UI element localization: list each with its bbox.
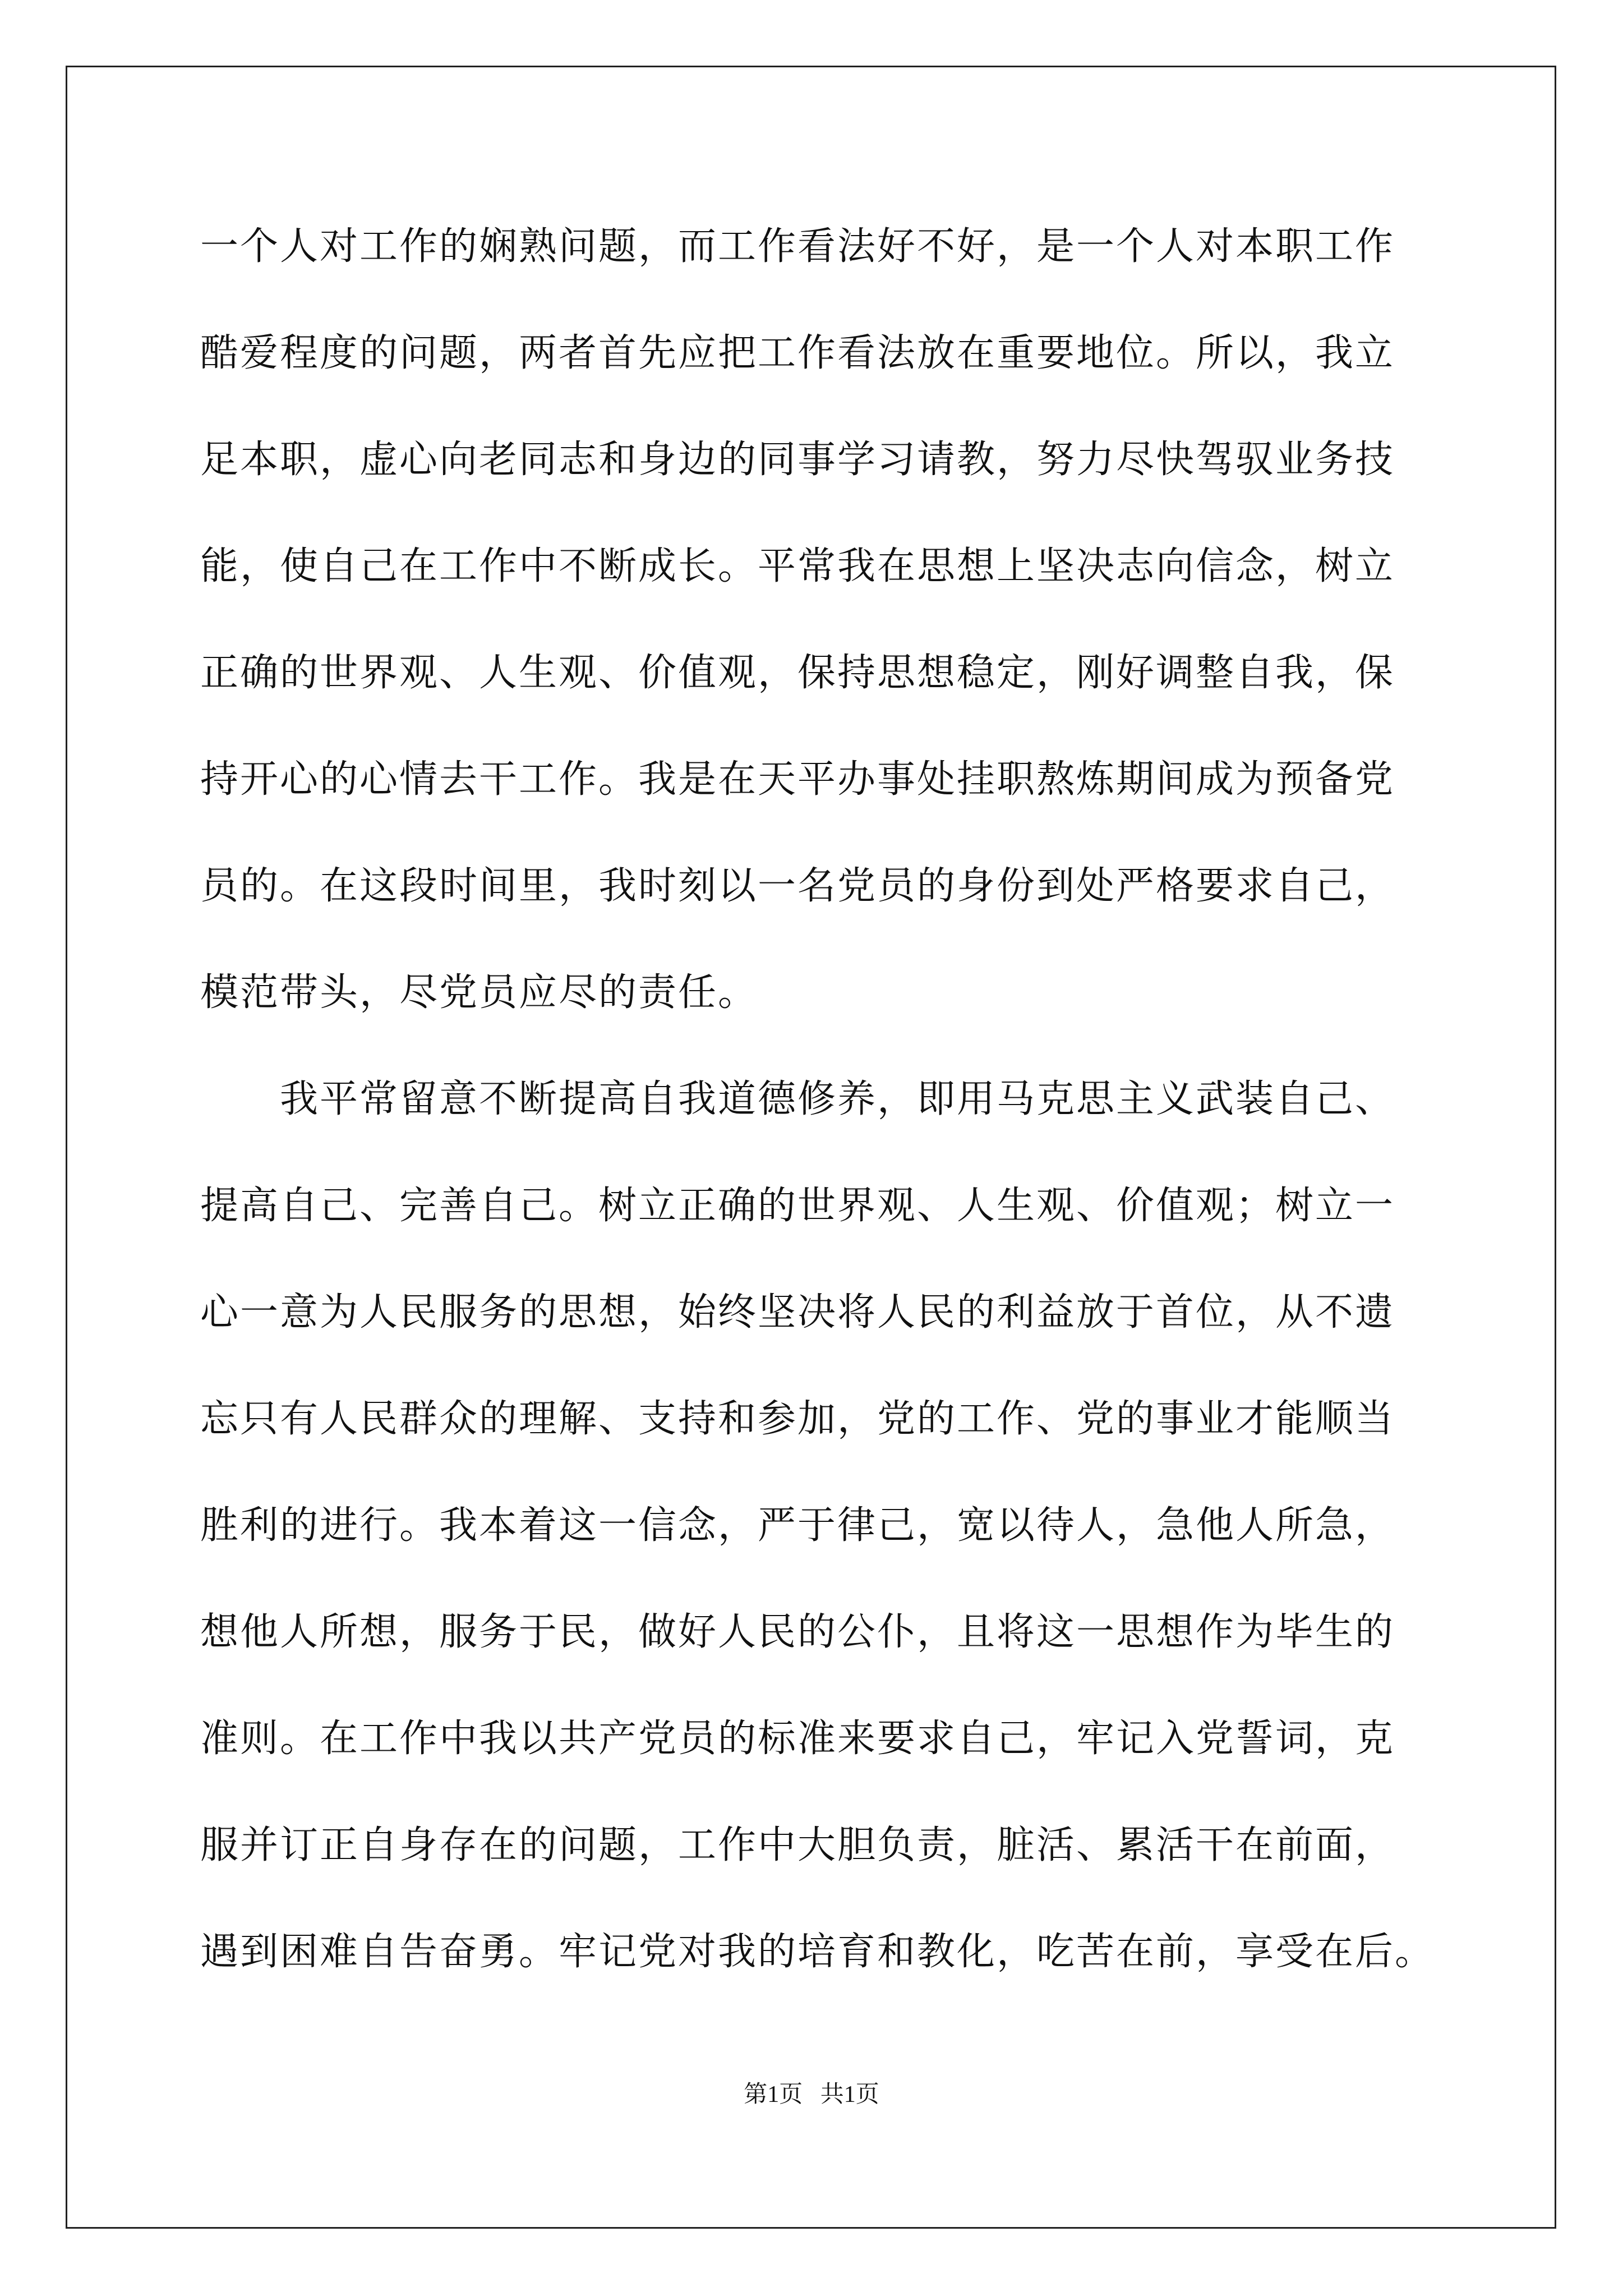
text-line: 提高自己、完善自己。树立正确的世界观、人生观、价值观；树立一 <box>200 1184 1395 1228</box>
text-line: 遇到困难自告奋勇。牢记党对我的培育和教化，吃苦在前，享受在后。 <box>200 1930 1435 1974</box>
page-number: 第1页 <box>744 2082 803 2108</box>
text-line: 酷爱程度的问题，两者首先应把工作看法放在重要地位。所以，我立 <box>200 331 1395 375</box>
page-footer <box>0 2076 1623 2109</box>
text-line: 胜利的进行。我本着这一信念，严于律己，宽以待人，急他人所急， <box>200 1503 1395 1548</box>
text-line: 持开心的心情去干工作。我是在天平办事处挂职熬炼期间成为预备党 <box>200 757 1395 802</box>
text-line: 员的。在这段时间里，我时刻以一名党员的身份到处严格要求自己， <box>200 864 1395 908</box>
text-line: 准则。在工作中我以共产党员的标准来要求自己，牢记入党誓词，克 <box>200 1717 1395 1761</box>
text-line: 忘只有人民群众的理解、支持和参加，党的工作、党的事业才能顺当 <box>200 1397 1395 1441</box>
text-line: 正确的世界观、人生观、价值观，保持思想稳定，刚好调整自我，保 <box>200 651 1395 695</box>
page-total: 共1页 <box>820 2082 879 2108</box>
document-body <box>200 219 1434 2031</box>
text-line: 心一意为人民服务的思想，始终坚决将人民的利益放于首位，从不遗 <box>200 1290 1395 1335</box>
footer-spacer <box>803 2082 820 2108</box>
text-line: 想他人所想，服务于民，做好人民的公仆，且将这一思想作为毕生的 <box>200 1610 1395 1654</box>
text-line: 能，使自己在工作中不断成长。平常我在思想上坚决志向信念，树立 <box>200 544 1395 588</box>
text-line: 模范带头，尽党员应尽的责任。 <box>200 970 758 1015</box>
text-line: 服并订正自身存在的问题，工作中大胆负责，脏活、累活干在前面， <box>200 1823 1395 1867</box>
paragraph-first-line: 我平常留意不断提高自我道德修养，即用马克思主义武装自己、 <box>280 1077 1395 1121</box>
text-line: 一个人对工作的娴熟问题，而工作看法好不好，是一个人对本职工作 <box>200 224 1395 269</box>
text-line: 足本职，虚心向老同志和身边的同事学习请教，努力尽快驾驭业务技 <box>200 438 1395 482</box>
